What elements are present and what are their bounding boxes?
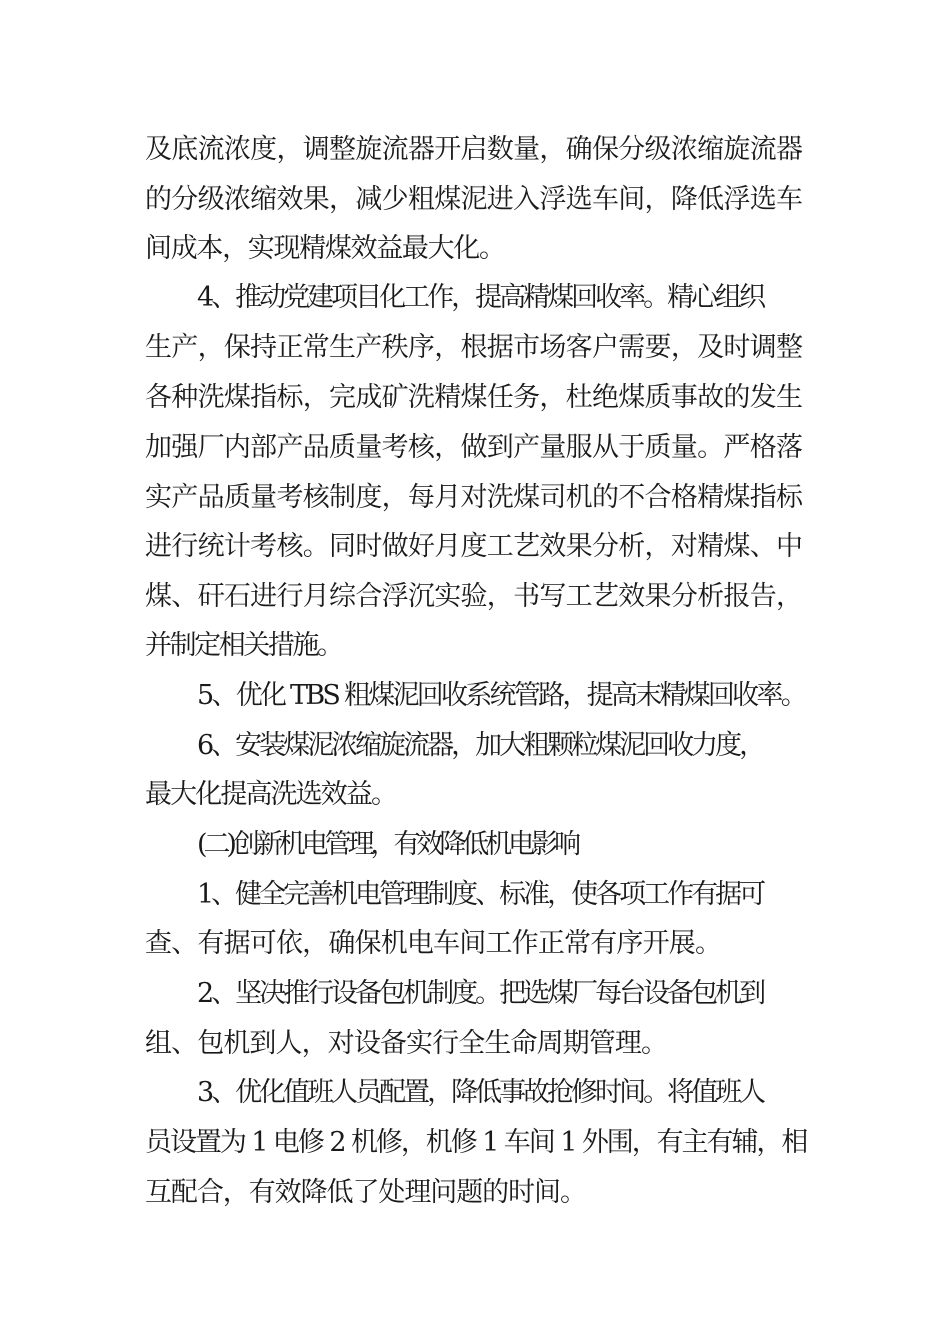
text-line: 最大化提高洗选效益。 xyxy=(145,779,397,810)
text-line: 组、包机到人，对设备实行全生命周期管理。 xyxy=(145,1028,668,1059)
text-line: 员设置为 1 电修 2 机修，机修 1 车间 1 外围，有主有辅，相 xyxy=(145,1127,807,1158)
text-line: 查、有据可依，确保机电车间工作正常有序开展。 xyxy=(145,928,722,959)
paragraph-2-first-line: 2、坚决推行设备包机制度。把选煤厂每台设备包机到 xyxy=(197,978,764,1009)
text-line: 及底流浓度，调整旋流器开启数量，确保分级浓缩旋流器 xyxy=(145,134,803,165)
text-line: 实产品质量考核制度，每月对洗煤司机的不合格精煤指标 xyxy=(145,482,803,513)
paragraph-5: 5、优化 TBS 粗煤泥回收系统管路，提高末精煤回收率。 xyxy=(197,680,805,711)
text-line: 的分级浓缩效果，减少粗煤泥进入浮选车间，降低浮选车 xyxy=(145,184,803,215)
text-line: 间成本，实现精煤效益最大化。 xyxy=(145,233,505,264)
text-line: 互配合，有效降低了处理问题的时间。 xyxy=(145,1177,586,1208)
paragraph-1-first-line: 1、健全完善机电管理制度、标准，使各项工作有据可 xyxy=(197,879,764,910)
text-line: 生产，保持正常生产秩序，根据市场客户需要，及时调整 xyxy=(145,332,803,363)
paragraph-6-first-line: 6、安装煤泥浓缩旋流器，加大粗颗粒煤泥回收力度， xyxy=(197,730,764,761)
section-heading: (二)创新机电管理，有效降低机电影响 xyxy=(197,829,578,860)
paragraph-3-first-line: 3、优化值班人员配置，降低事故抢修时间。将值班人 xyxy=(197,1077,764,1108)
text-line: 各种洗煤指标，完成矿洗精煤任务，杜绝煤质事故的发生 xyxy=(145,382,803,413)
paragraph-4-first-line: 4、推动党建项目化工作，提高精煤回收率。精心组织 xyxy=(197,282,764,313)
text-line: 并制定相关措施。 xyxy=(145,630,342,661)
text-line: 加强厂内部产品质量考核，做到产量服从于质量。严格落 xyxy=(145,432,803,463)
text-line: 进行统计考核。同时做好月度工艺效果分析，对精煤、中 xyxy=(145,531,803,562)
text-line: 煤、矸石进行月综合浮沉实验，书写工艺效果分析报告， xyxy=(145,581,803,612)
